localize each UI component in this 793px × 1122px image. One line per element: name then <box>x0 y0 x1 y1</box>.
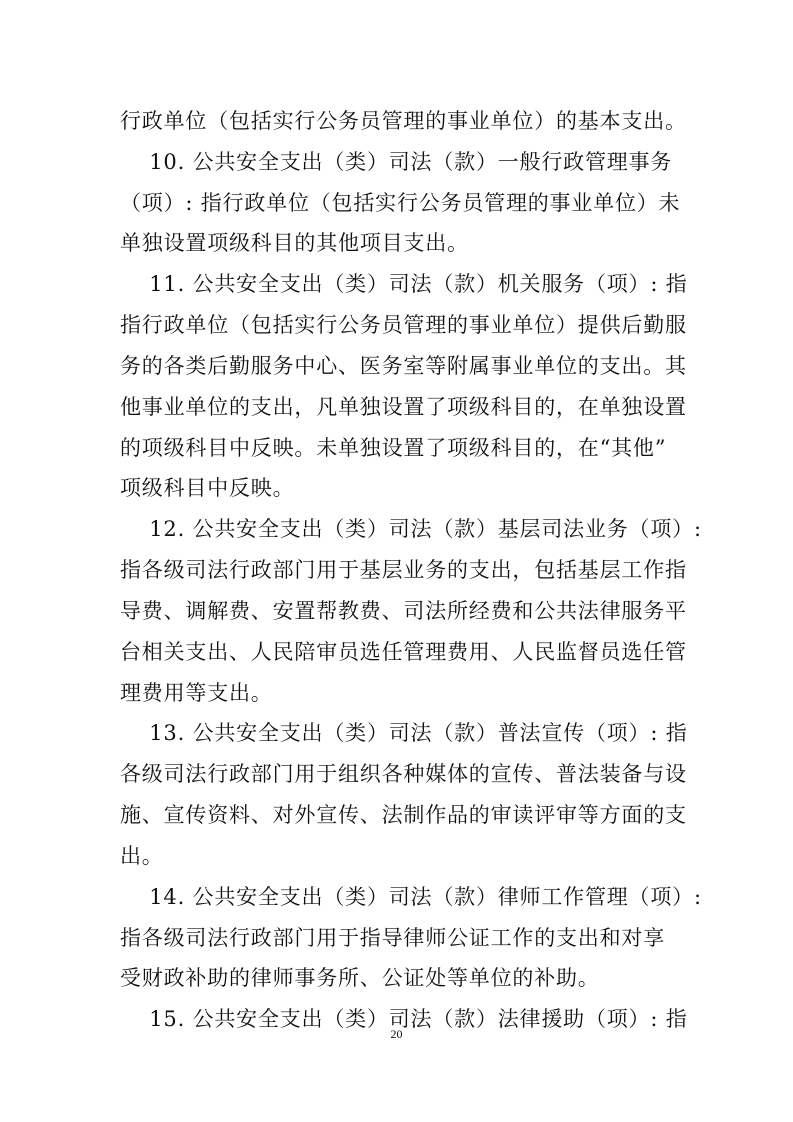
text-line: 台相关支出、人民陪审员选任管理费用、人民监督员选任管 <box>120 640 687 664</box>
text-line: 理费用等支出。 <box>120 681 273 705</box>
text-line: 指各级司法行政部门用于指导律师公证工作的支出和对享 <box>120 926 665 950</box>
text-line: 单独设置项级科目的其他项目支出。 <box>120 231 469 255</box>
text-line: 行政单位（包括实行公务员管理的事业单位）的基本支出。 <box>120 109 687 133</box>
text-line: 的项级科目中反映。未单独设置了项级科目的，在“其他” <box>120 436 667 460</box>
text-line: 导费、调解费、安置帮教费、司法所经费和公共法律服务平 <box>120 599 687 623</box>
text-line: 他事业单位的支出，凡单独设置了项级科目的，在单独设置 <box>120 395 687 419</box>
text-line: 受财政补助的律师事务所、公证处等单位的补助。 <box>120 966 600 990</box>
text-line: 项级科目中反映。 <box>120 476 295 500</box>
text-line: 10. 公共安全支出（类）司法（款）一般行政管理事务 <box>120 150 673 174</box>
text-line: 出。 <box>120 844 164 868</box>
text-line: 12. 公共安全支出（类）司法（款）基层司法业务（项）: <box>120 517 702 541</box>
page-number: 20 <box>390 1027 403 1041</box>
text-line: 各级司法行政部门用于组织各种媒体的宣传、普法装备与设 <box>120 762 687 786</box>
text-line: （项）: 指行政单位（包括实行公务员管理的事业单位）未 <box>120 191 681 215</box>
text-line: 14. 公共安全支出（类）司法（款）律师工作管理（项）: <box>120 885 702 909</box>
text-line: 11. 公共安全支出（类）司法（款）机关服务（项）: 指 <box>120 272 688 296</box>
text-line: 务的各类后勤服务中心、医务室等附属事业单位的支出。其 <box>120 354 687 378</box>
text-line: 15. 公共安全支出（类）司法（款）法律援助（项）: 指 <box>120 1007 688 1031</box>
text-line: 指各级司法行政部门用于基层业务的支出，包括基层工作指 <box>120 558 687 582</box>
text-line: 施、宣传资料、对外宣传、法制作品的审读评审等方面的支 <box>120 803 687 827</box>
text-line: 13. 公共安全支出（类）司法（款）普法宣传（项）: 指 <box>120 721 688 745</box>
text-line: 指行政单位（包括实行公务员管理的事业单位）提供后勤服 <box>120 313 687 337</box>
